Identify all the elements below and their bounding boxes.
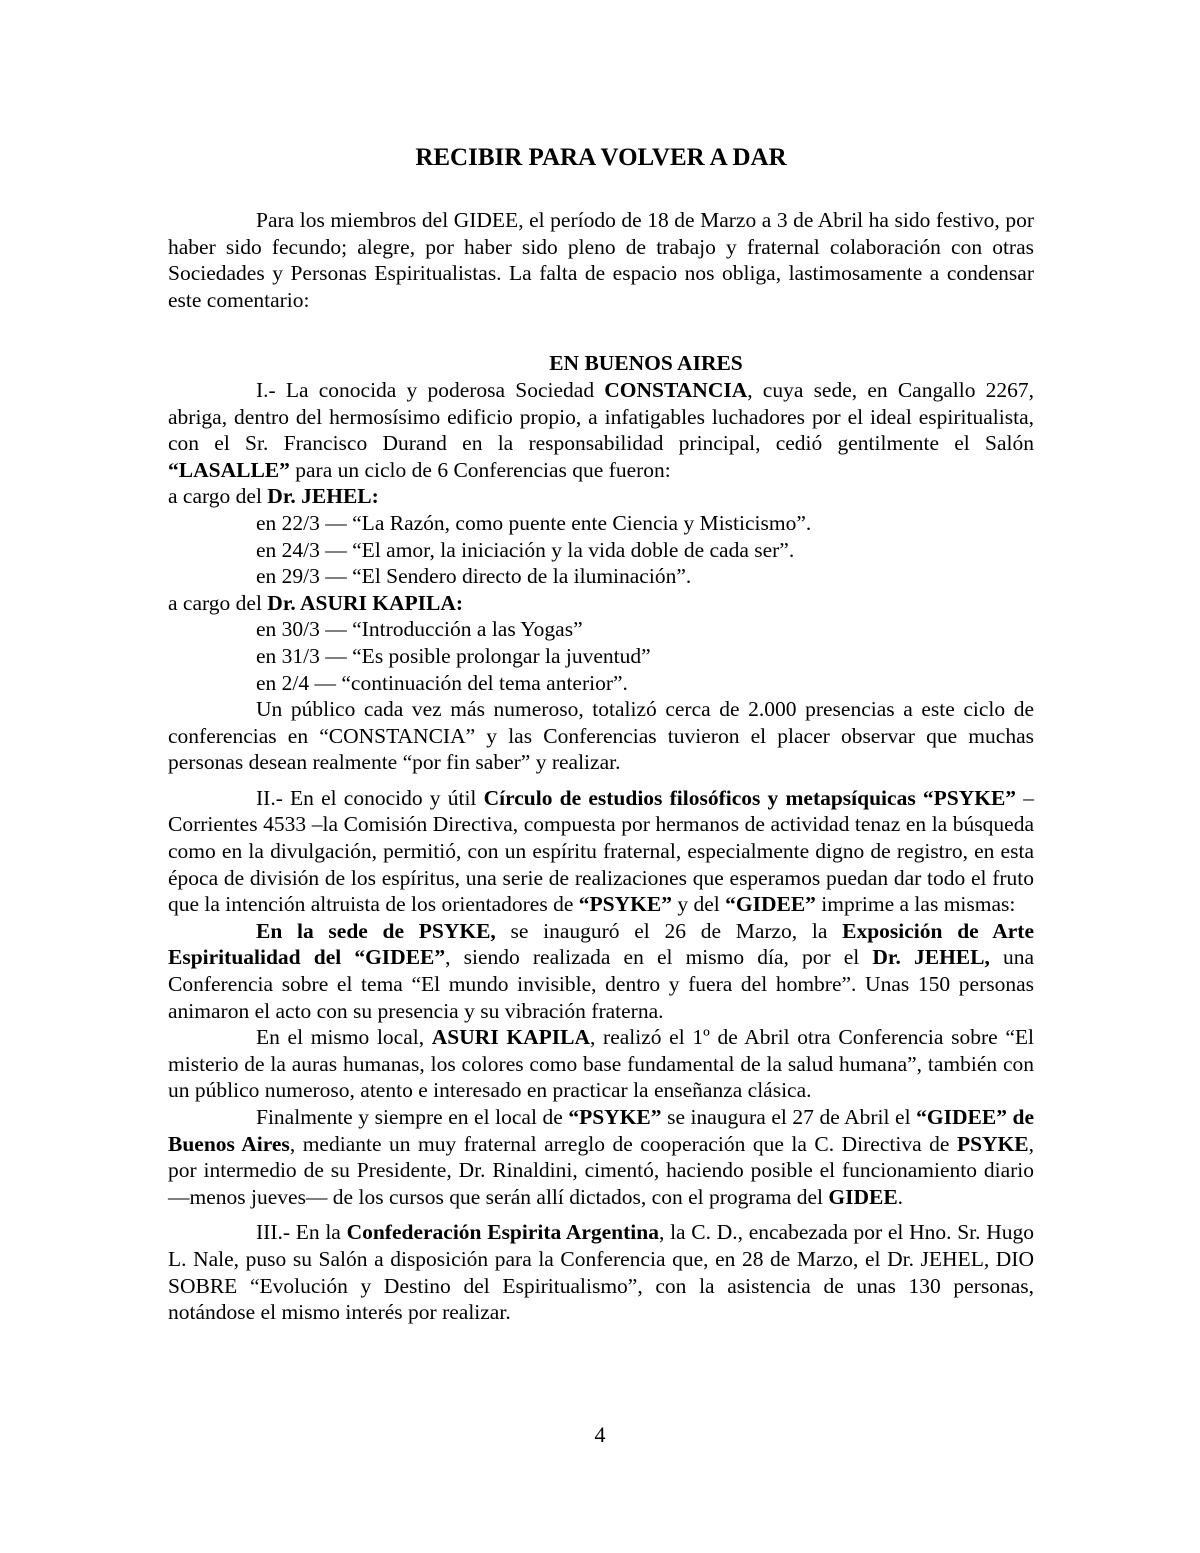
text-run: – Corrientes 4533 –la Comisión Directiva, compuesta por hermanos de actividad tenaz en la búsqueda como en la divulgación, permitió, con un espíritu fraternal, especialmente digno de registro, en esta época de división de los espíritus, una serie de realizaciones que esperamos puedan dar todo el fruto que la intención altruista de los orientadores de: [168, 785, 1034, 917]
intro-paragraph: Para los miembros del GIDEE, el período de 18 de Marzo a 3 de Abril ha sido festivo, por haber sido fecundo; alegre, por haber sido pleno de trabajo y fraternal colaboración con otras Sociedades y Personas Espiritualistas. La falta de espacio nos obliga, lastimosamente a condensar este comentario:: [168, 208, 1034, 312]
bold-run: Exposición de Arte Espiritualidad del “GIDEE”: [168, 918, 1034, 970]
bold-run: ASURI KAPILA: [431, 1025, 590, 1050]
page-number: 4: [594, 1422, 606, 1447]
bold-run: PSYKE: [956, 1131, 1029, 1156]
section-2-exposition-paragraph: [168, 918, 1034, 1024]
speaker-name: Dr. ASURI KAPILA:: [267, 590, 464, 615]
talk-item: en 30/3 — “Introducción a las Yogas”: [256, 617, 583, 642]
section-1-closing: Un público cada vez más numeroso, totalizó cerca de 2.000 presencias a este ciclo de conferencias en “CONSTANCIA” y las Conferencias tuvieron el placer observar que muchas personas desean realmente “por fin saber” y realizar.: [168, 697, 1034, 775]
text-run: I.- La conocida y poderosa Sociedad: [256, 377, 605, 402]
section-2-paragraph: [168, 785, 1034, 918]
speaker-name: Dr. JEHEL:: [267, 484, 379, 509]
text-run: En el mismo local,: [256, 1025, 432, 1050]
text-run: Finalmente y siempre en el local de: [256, 1105, 569, 1129]
text-run: y del: [671, 892, 726, 917]
section-heading: EN BUENOS AIRES: [549, 351, 743, 376]
talk-item: en 24/3 — “El amor, la iniciación y la vida doble de cada ser”.: [256, 537, 795, 562]
text-run: , siendo realizada en el mismo día, por el: [445, 945, 873, 970]
bold-run: “PSYKE”: [578, 892, 672, 917]
text-run: , por intermedio de su Presidente, Dr. Rinaldini, cimentó, haciendo posible el funcionamiento diario —menos jueves— de los cursos que serán allí dictados, con el programa del: [168, 1131, 1034, 1209]
bold-run: “GIDEE” de Buenos Aires: [168, 1105, 1034, 1156]
text-run: II.- En el conocido y útil: [256, 785, 484, 810]
document-body: [168, 143, 1034, 1326]
page-title: RECIBIR PARA VOLVER A DAR: [415, 144, 787, 171]
talk-item: en 2/4 — “continuación del tema anterior”.: [256, 670, 628, 695]
speaker-2-line: [168, 590, 1034, 617]
text-run: , realizó el 1º de Abril otra Conferencia sobre “El misterio de la auras humanas, los colores como base fundamental de la salud humana”, también con un público numeroso, atento e interesado en practicar la enseñanza clásica.: [168, 1025, 1035, 1103]
text-run: se inauguró el 26 de Marzo, la: [495, 918, 843, 943]
text-run: para un ciclo de 6 Conferencias que fueron:: [289, 457, 671, 482]
section-1-paragraph: [168, 377, 1034, 483]
bold-run: GIDEE: [828, 1184, 898, 1209]
text-run: , mediante un muy fraternal arreglo de cooperación que la C. Directiva de: [289, 1131, 957, 1156]
talk-item: en 22/3 — “La Razón, como puente ente Ciencia y Misticismo”.: [256, 510, 812, 535]
text-run: se inaugura el 27 de Abril el: [661, 1105, 917, 1129]
speaker-prefix: a cargo del: [168, 484, 268, 509]
text-run: , cuya sede, en Cangallo 2267, abriga, dentro del hermosísimo edificio propio, a infatigables luchadores por el ideal espiritualista, con el Sr. Francisco Durand en la responsabilidad principal, cedió gentilmente el Salón: [168, 377, 1034, 456]
bold-run: CONSTANCIA: [604, 377, 748, 402]
text-run: imprime a las mismas:: [815, 892, 1016, 917]
section-2-gidee-paragraph: [168, 1104, 1034, 1210]
speaker-1-line: [168, 483, 1034, 510]
text-run: III.- En la: [256, 1220, 347, 1245]
bold-run: Círculo de estudios filosóficos y metapsíquicas “PSYKE”: [483, 785, 1017, 810]
bold-run: En la sede de PSYKE,: [256, 918, 496, 943]
text-run: una Conferencia sobre el tema “El mundo invisible, dentro y fuera del hombre”. Unas 150 personas animaron el acto con su presencia y su vibración fraterna.: [168, 945, 1034, 1023]
section-2-auras-paragraph: [168, 1024, 1034, 1104]
speaker-prefix: a cargo del: [168, 590, 268, 615]
text-run: , la C. D., encabezada por el Hno. Sr. Hugo L. Nale, puso su Salón a disposición para la Conferencia que, en 28 de Marzo, el Dr. JEHEL, DIO SOBRE “Evolución y Destino del Espiritualismo”, con la asistencia de unas 130 personas, notándose el mismo interés por realizar.: [168, 1220, 1034, 1325]
section-3-paragraph: [168, 1219, 1034, 1325]
bold-run: Confederación Espirita Argentina: [346, 1220, 659, 1245]
talk-item: en 31/3 — “Es posible prolongar la juventud”: [256, 643, 651, 668]
text-run: .: [897, 1184, 904, 1209]
talk-item: en 29/3 — “El Sendero directo de la iluminación”.: [256, 564, 692, 589]
bold-run: Dr. JEHEL,: [872, 945, 990, 970]
bold-run: “GIDEE”: [725, 892, 816, 917]
bold-run: “PSYKE”: [568, 1105, 662, 1129]
bold-run: “LASALLE”: [168, 457, 290, 482]
